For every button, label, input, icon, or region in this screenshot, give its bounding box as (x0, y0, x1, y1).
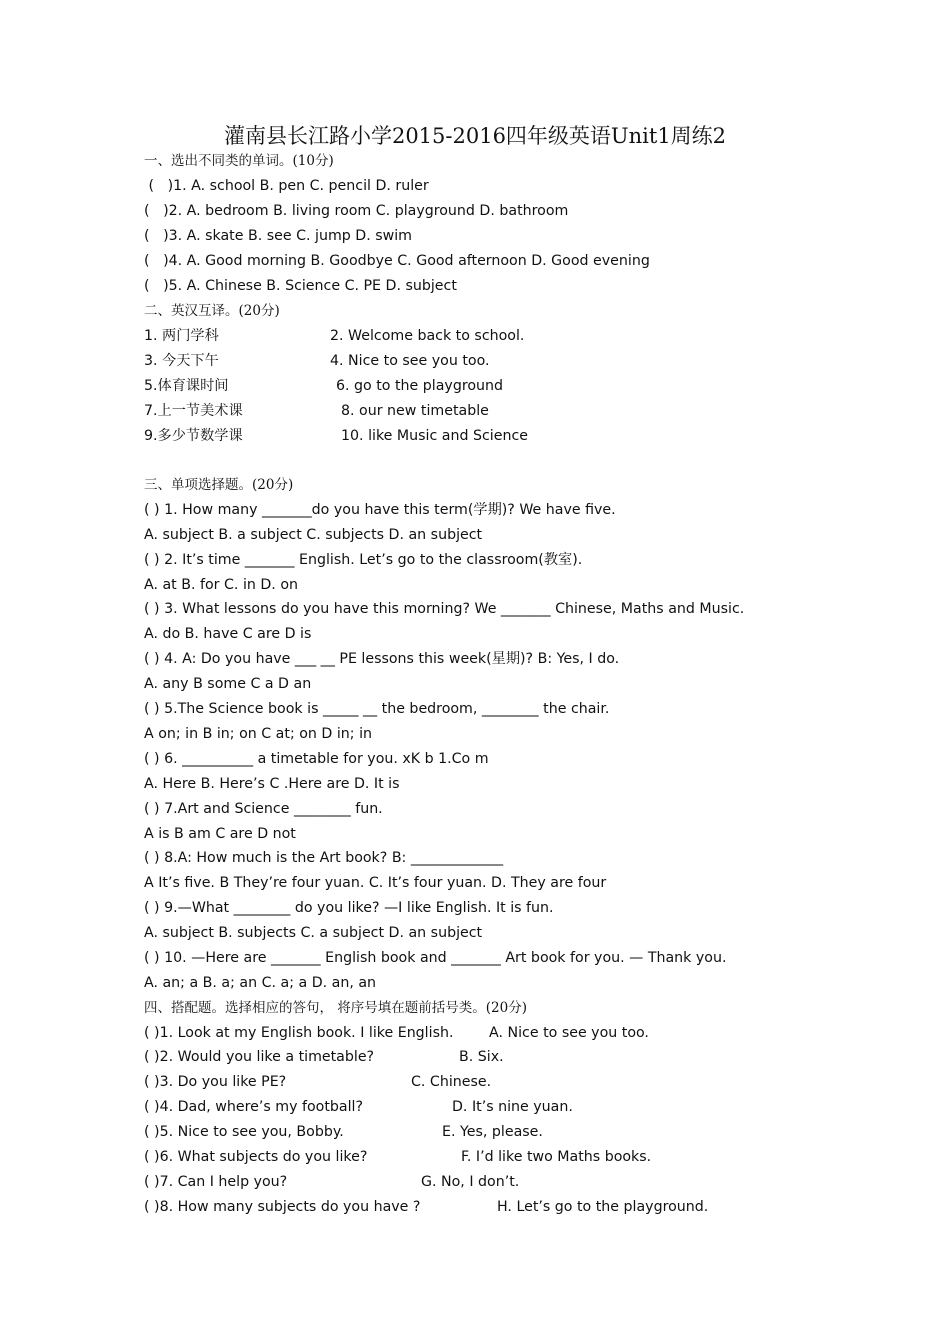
s3-question-4: ( ) 4. A: Do you have ___ __ PE lessons this week(星期)? B: Yes, I do. (144, 651, 620, 667)
s3-question-3: ( ) 3. What lessons do you have this morning? We _______ Chinese, Maths and Music. (144, 601, 745, 617)
s3-question-2: ( ) 2. It’s time _______ English. Let’s go to the classroom(教室). (144, 552, 583, 568)
s1-question-1: ( )1. A. school B. pen C. pencil D. ruler (144, 178, 429, 194)
section-3-heading: 三、单项选择题。(20分) (144, 477, 294, 493)
s4-question-3: ( )3. Do you like PE? (144, 1074, 287, 1090)
s3-options-6: A. Here B. Here’s C .Here are D. It is (144, 776, 400, 792)
s3-options-4: A. any B some C a D an (144, 676, 312, 692)
s3-question-10: ( ) 10. —Here are _______ English book and _______ Art book for you. — Thank you. (144, 950, 727, 966)
s3-options-7: A is B am C are D not (144, 826, 296, 842)
s3-options-2: A. at B. for C. in D. on (144, 577, 298, 593)
s2-item-8: 8. our new timetable (341, 403, 489, 419)
s1-question-3: ( )3. A. skate B. see C. jump D. swim (144, 228, 412, 244)
s4-answer-g: G. No, I don’t. (421, 1174, 520, 1190)
s2-item-4: 4. Nice to see you too. (330, 353, 490, 369)
s1-question-2: ( )2. A. bedroom B. living room C. playground D. bathroom (144, 203, 569, 219)
s3-options-9: A. subject B. subjects C. a subject D. an subject (144, 925, 483, 941)
s4-answer-a: A. Nice to see you too. (489, 1025, 649, 1041)
s4-answer-d: D. It’s nine yuan. (452, 1099, 573, 1115)
section-1-heading: 一、选出不同类的单词。(10分) (144, 153, 334, 169)
s2-item-10: 10. like Music and Science (341, 428, 528, 444)
s4-question-5: ( )5. Nice to see you, Bobby. (144, 1124, 344, 1140)
s4-question-7: ( )7. Can I help you? (144, 1174, 288, 1190)
s3-question-6: ( ) 6. __________ a timetable for you. xK b 1.Co m (144, 751, 489, 767)
s4-question-6: ( )6. What subjects do you like? (144, 1149, 368, 1165)
s2-item-6: 6. go to the playground (336, 378, 504, 394)
s3-options-3: A. do B. have C are D is (144, 626, 312, 642)
s3-question-9: ( ) 9.—What ________ do you like? —I like English. It is fun. (144, 900, 554, 916)
s4-answer-c: C. Chinese. (411, 1074, 492, 1090)
section-2-heading: 二、英汉互译。(20分) (144, 303, 280, 319)
s2-item-1: 1. 两门学科 (144, 328, 219, 344)
s4-answer-b: B. Six. (459, 1049, 504, 1065)
s4-question-2: ( )2. Would you like a timetable? (144, 1049, 375, 1065)
s3-options-8: A It’s five. B They’re four yuan. C. It’s four yuan. D. They are four (144, 875, 607, 891)
s2-item-3: 3. 今天下午 (144, 353, 219, 369)
s3-question-7: ( ) 7.Art and Science ________ fun. (144, 801, 383, 817)
s4-answer-e: E. Yes, please. (442, 1124, 543, 1140)
s4-question-8: ( )8. How many subjects do you have ? (144, 1199, 421, 1215)
s4-answer-f: F. I’d like two Maths books. (461, 1149, 652, 1165)
s3-options-5: A on; in B in; on C at; on D in; in (144, 726, 373, 742)
s4-question-4: ( )4. Dad, where’s my football? (144, 1099, 364, 1115)
s3-question-1: ( ) 1. How many _______do you have this term(学期)? We have five. (144, 502, 616, 518)
s3-question-5: ( ) 5.The Science book is _____ __ the bedroom, ________ the chair. (144, 701, 610, 717)
s1-question-4: ( )4. A. Good morning B. Goodbye C. Good afternoon D. Good evening (144, 253, 650, 269)
s4-question-1: ( )1. Look at my English book. I like English. (144, 1025, 454, 1041)
s1-question-5: ( )5. A. Chinese B. Science C. PE D. subject (144, 278, 457, 294)
page-title: 灌南县长江路小学2015-2016四年级英语Unit1周练2 (223, 124, 727, 148)
s4-answer-h: H. Let’s go to the playground. (497, 1199, 709, 1215)
s3-options-10: A. an; a B. a; an C. a; a D. an, an (144, 975, 377, 991)
s2-item-7: 7.上一节美术课 (144, 403, 243, 419)
s3-question-8: ( ) 8.A: How much is the Art book? B: _____________ (144, 850, 504, 866)
section-4-heading: 四、搭配题。选择相应的答句， 将序号填在题前括号类。(20分) (144, 1000, 528, 1016)
s3-options-1: A. subject B. a subject C. subjects D. an subject (144, 527, 483, 543)
s2-item-5: 5.体育课时间 (144, 378, 229, 394)
s2-item-2: 2. Welcome back to school. (330, 328, 525, 344)
s2-item-9: 9.多少节数学课 (144, 428, 243, 444)
